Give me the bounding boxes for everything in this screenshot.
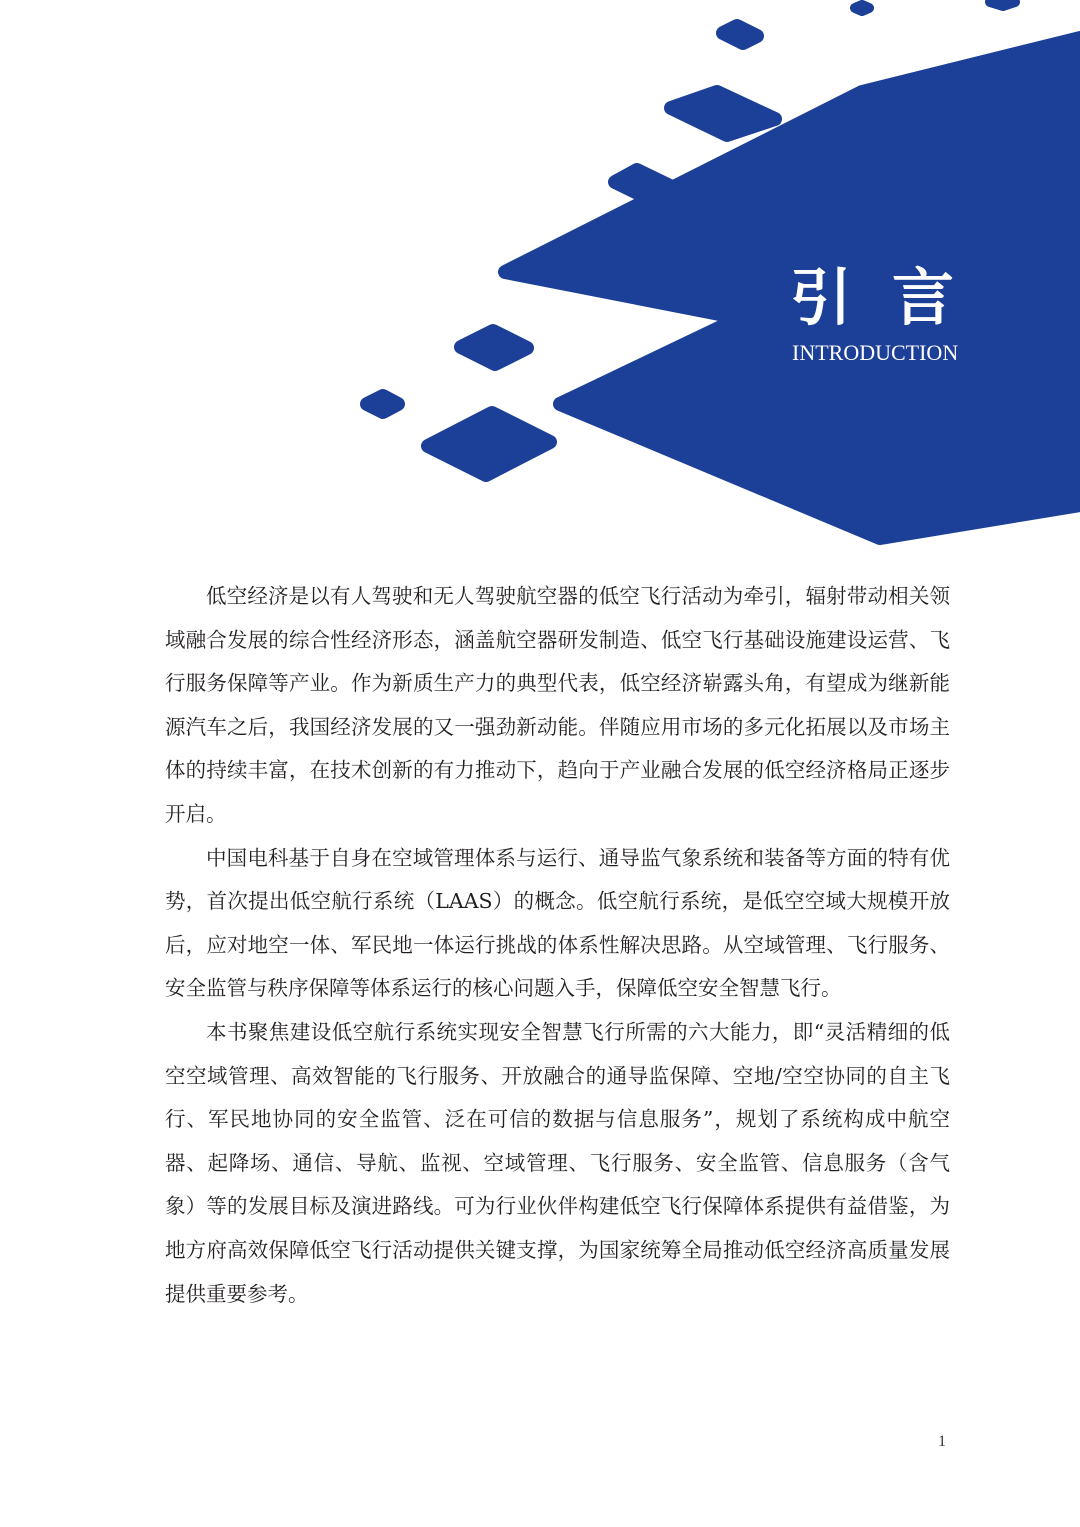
decorative-diamond xyxy=(723,26,757,43)
decorative-diamond xyxy=(855,5,869,11)
page-title: 引言 xyxy=(790,261,995,334)
decorative-diamond xyxy=(671,92,775,135)
paragraph: 中国电科基于自身在空域管理体系与运行、通导监气象系统和装备等方面的特有优势，首次提出低空航行系统（LAAS）的概念。低空航行系统，是低空空域大规模开放后，应对地空一体、军民地一体运行挑战的体系性解决思路。从空域管理、飞行服务、安全监管与秩序保障等体系运行的核心问题入手，保障低空安全智慧飞行。 xyxy=(165,845,950,1001)
paragraph: 本书聚焦建设低空航行系统实现安全智慧飞行所需的六大能力，即“灵活精细的低空空域管理、高效智能的飞行服务、开放融合的通导监保障、空地/空空协同的自主飞行、军民地协同的安全监管、泛在可信的数据与信息服务”，规划了系统构成中航空器、起降场、通信、导航、监视、空域管理、飞行服务、安全监管、信息服务（含气象）等的发展目标及演进路线。可为行业伙伴构建低空飞行保障体系提供有益借鉴，为地方府高效保障低空飞行活动提供关键支撑，为国家统筹全局推动低空经济高质量发展提供重要参考。 xyxy=(165,1019,950,1306)
decorative-diamond xyxy=(367,396,398,412)
body-text xyxy=(165,575,950,1316)
page-subtitle: INTRODUCTION xyxy=(792,340,959,365)
decorative-diamond xyxy=(461,331,527,364)
decorative-diamond xyxy=(428,413,550,475)
decorative-diamond xyxy=(990,0,1015,6)
decorative-diamond xyxy=(615,170,670,198)
page-number: 1 xyxy=(938,1433,946,1450)
paragraph: 低空经济是以有人驾驶和无人驾驶航空器的低空飞行活动为牵引，辐射带动相关领域融合发展的综合性经济形态，涵盖航空器研发制造、低空飞行基础设施建设运营、飞行服务保障等产业。作为新质生产力的典型代表，低空经济崭露头角，有望成为继新能源汽车之后，我国经济发展的又一强劲新动能。伴随应用市场的多元化拓展以及市场主体的持续丰富，在技术创新的有力推动下，趋向于产业融合发展的低空经济格局正逐步开启。 xyxy=(165,584,950,826)
